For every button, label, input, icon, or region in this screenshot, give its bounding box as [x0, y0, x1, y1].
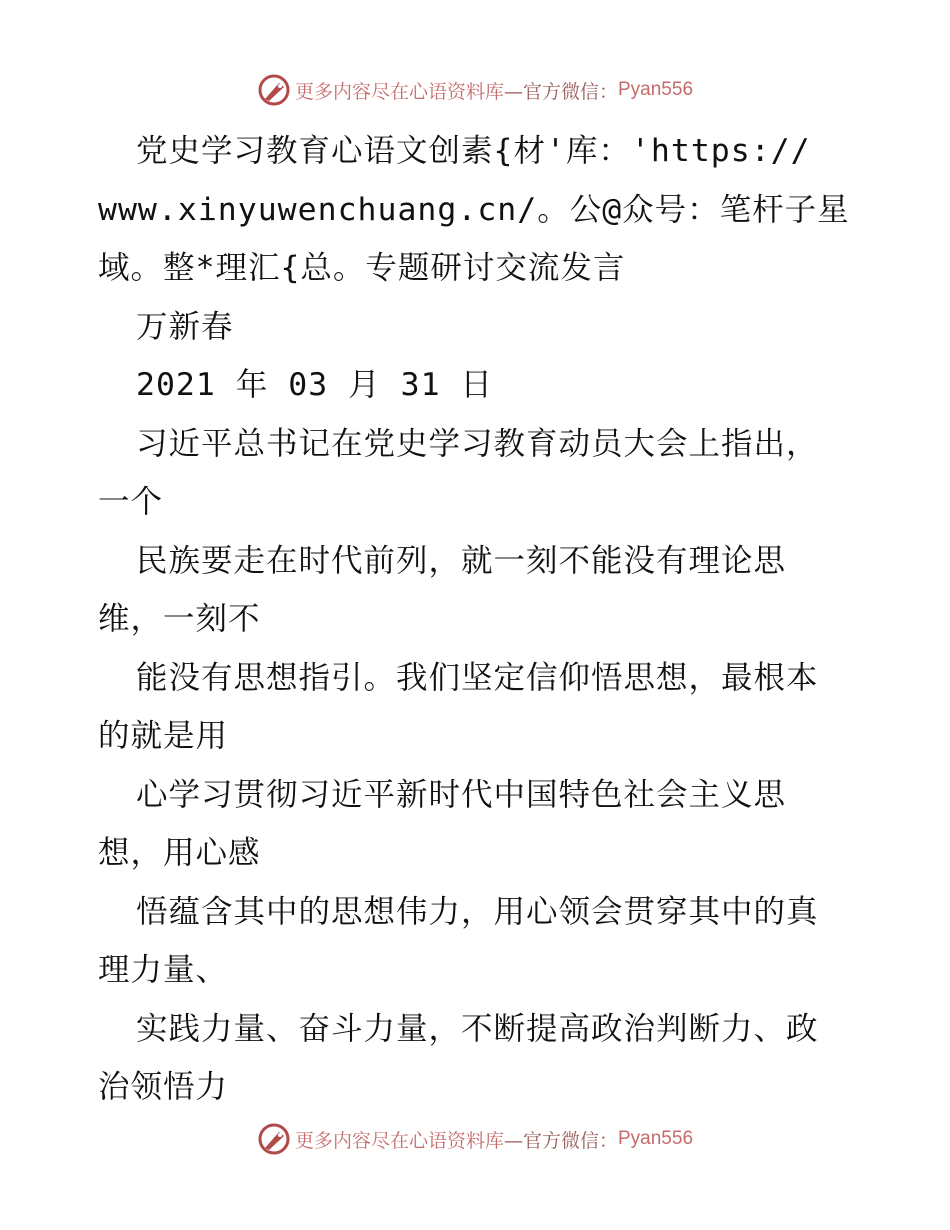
document-body: [98, 122, 858, 1117]
pen-nib-icon: [257, 73, 291, 107]
watermark-contact: —官方微信：: [503, 1129, 618, 1152]
body-line: 悟蕴含其中的思想伟力，用心领会贯穿其中的真: [136, 893, 819, 930]
header-watermark: [0, 70, 950, 110]
footer-watermark: [0, 1119, 950, 1159]
body-line: 一个: [98, 484, 164, 520]
body-line: 能没有思想指引。我们坚定信仰悟思想，最根本: [136, 659, 819, 696]
watermark-contact: —官方微信：: [503, 80, 618, 103]
body-line: 习近平总书记在党史学习教育动员大会上指出，: [136, 425, 819, 462]
pen-nib-icon: [257, 1122, 291, 1156]
body-line: 实践力量、奋斗力量，不断提高政治判断力、政: [136, 1010, 819, 1047]
body-line: 民族要走在时代前列，就一刻不能没有理论思: [136, 542, 787, 579]
document-date: 2021 年 03 月 31 日: [136, 367, 494, 403]
body-line: 治领悟力: [98, 1069, 229, 1105]
body-line: 域。整*理汇{总。专题研讨交流发言: [98, 250, 626, 286]
body-line: 理力量、: [98, 952, 229, 988]
body-line: www.xinyuwenchuang.cn/。公@众号：笔杆子星: [98, 191, 850, 228]
body-line: 维，一刻不: [98, 601, 261, 637]
body-line: 心学习贯彻习近平新时代中国特色社会主义思: [136, 776, 787, 813]
watermark-id: Pyan556: [618, 79, 694, 100]
watermark-text: 更多内容尽在心语资料库: [294, 1129, 504, 1152]
watermark-id: Pyan556: [618, 1128, 694, 1149]
body-line: 党史学习教育心语文创素{材'库：'https://: [136, 133, 811, 169]
body-line: 的就是用: [98, 718, 229, 754]
author-name: 万新春: [136, 308, 234, 345]
watermark-text: 更多内容尽在心语资料库: [294, 80, 504, 103]
body-line: 想，用心感: [98, 835, 261, 871]
